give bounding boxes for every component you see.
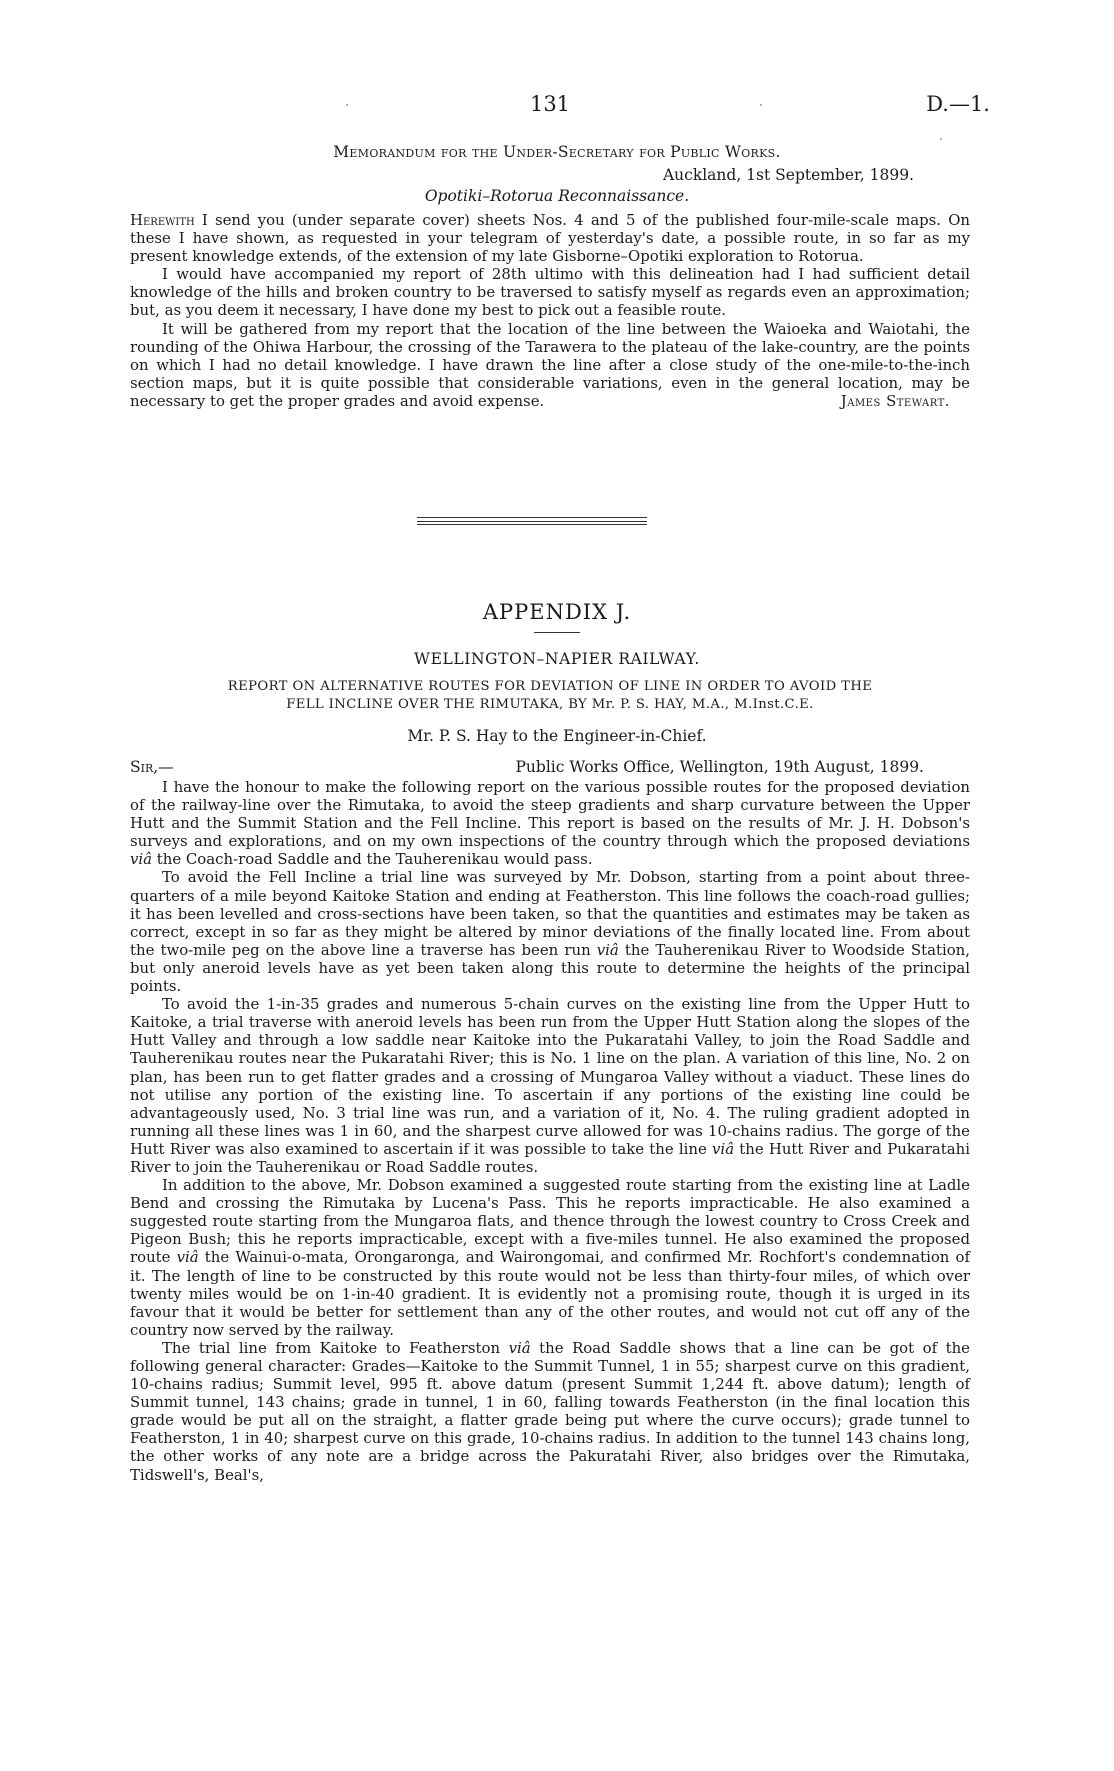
report-title-line: REPORT ON ALTERNATIVE ROUTES FOR DEVIATION OF LINE IN ORDER TO AVOID THE [227, 679, 873, 694]
memorandum-place-date: Auckland, 1st September, 1899. [662, 166, 914, 184]
report-paragraph [130, 1176, 970, 1339]
report-text: I have the honour to make the following report on the various possible routes for the proposed deviation of the railway-line over the Rimutaka, to avoid the steep gradients and sharp curvature between the Upper Hutt and the Summit Station and the Fell Incline. This report is based on the results of Mr. J. H. Dobson's surveys and explorations, and on my own inspections of the country through which the proposed deviations [130, 778, 970, 851]
memorandum-heading: Memorandum for the Under-Secretary for Public Works. [333, 143, 781, 161]
report-text: the Coach-road Saddle and the Tauherenikau would pass. [152, 850, 593, 869]
salutation: Sir,— [130, 758, 174, 776]
report-text: the Wainui-o-mata, Orongaronga, and Wairongomai, and confirmed Mr. Rochfort's condemnation of it. The length of line to be constructed by this route would not be less than thirty-four miles, of which over twenty miles would be on 1-in-40 gradient. It is evidently not a promising route, though it is urged in its favour that it would be better for settlement than any of the other routes, and would not cut off any of the country now served by the railway. [130, 1248, 971, 1339]
letter-heading: Mr. P. S. Hay to the Engineer-in-Chief. [407, 727, 707, 745]
report-paragraph [130, 778, 970, 868]
report-text: The trial line from Kaitoke to Featherston [162, 1338, 509, 1357]
italic-via: viâ [508, 1338, 531, 1357]
italic-via: viâ [712, 1139, 735, 1158]
memorandum-paragraph-text: It will be gathered from my report that the location of the line between the Waioeka and Waiotahi, the rounding of the Ohiwa Harbour, the crossing of the Tarawera to the plateau of the lake-country, are the points on which I had no detail knowledge. I have drawn the line after a close study of the one-mile-to-the-inch section maps, but it is quite possible that considerable variations, even in the general location, may be necessary to get the proper grades and avoid expense. [130, 319, 970, 410]
divider-rule [417, 517, 647, 518]
speck [760, 104, 762, 106]
report-paragraph [130, 995, 970, 1176]
memorandum-paragraph [130, 211, 970, 265]
page-number: 131 [529, 92, 571, 116]
report-paragraph [130, 868, 970, 995]
signature: James Stewart. [840, 391, 950, 410]
report-title [130, 678, 970, 714]
report-body [130, 778, 970, 1484]
memorandum-paragraph: I would have accompanied my report of 28th ultimo with this delineation had I had sufficient detail knowledge of the hills and broken country to be traversed to satisfy myself as regards even an approximation; but, as you deem it necessary, I have done my best to pick out a feasible route. [130, 265, 970, 320]
memorandum-paragraph [130, 320, 970, 410]
title-underline [534, 632, 580, 633]
report-title-line: FELL INCLINE OVER THE RIMUTAKA, BY Mr. P. S. HAY, M.A., M.Inst.C.E. [286, 697, 814, 712]
report-paragraph [130, 1339, 970, 1484]
report-text: To avoid the Fell Incline a trial line was surveyed by Mr. Dobson, starting from a point about three-quarters of a mile beyond Kaitoke Station and ending at Featherston. This line follows the coach-road gullies; it has been levelled and cross-sections have been taken, so that the quantities and estimates may be taken as correct, except in so far as they might be altered by minor deviations of the finally located line. From about the two-mile peg on the above line a traverse has been run [130, 868, 970, 959]
report-text: the Hutt River and Pukaratahi River to join the Tauherenikau or Road Saddle routes. [130, 1139, 971, 1176]
italic-via: viâ [176, 1248, 199, 1267]
report-text: In addition to the above, Mr. Dobson examined a suggested route starting from the existing line at Ladle Bend and crossing the Rimutaka by Lucena's Pass. This he reports impracticable. He also examined a suggested route starting from the Mungaroa flats, and thence through the lowest country to Cross Creek and Pigeon Bush; this he reports impracticable, except with a five-miles tunnel. He also examined the proposed route [130, 1176, 970, 1267]
railway-title: WELLINGTON–NAPIER RAILWAY. [414, 650, 700, 668]
italic-via: viâ [596, 940, 619, 959]
divider-rule [417, 524, 647, 525]
memorandum-subject: Opotiki–Rotorua Reconnaissance. [424, 187, 690, 205]
memorandum-paragraph-text: I send you (under separate cover) sheets Nos. 4 and 5 of the published four-mile-scale maps. On these I have shown, as requested in your telegram of yesterday's date, a possible route, in so far as my present knowledge extends, of the extension of my late Gisborne–Opotiki exploration to Rotorua. [130, 211, 970, 266]
memorandum-body [130, 211, 970, 410]
report-text: the Tauherenikau River to Woodside Station, but only aneroid levels have as yet been taken along this route to determine the heights of the principal points. [130, 940, 970, 996]
speck [346, 104, 348, 106]
appendix-title: APPENDIX J. [482, 600, 632, 624]
document-reference: D.—1. [926, 92, 990, 116]
italic-via: viâ [130, 850, 153, 869]
divider-rule [417, 521, 647, 522]
letter-office-date: Public Works Office, Wellington, 19th August, 1899. [515, 758, 924, 776]
memorandum-lead-word: Herewith [130, 211, 195, 229]
report-text: To avoid the 1-in-35 grades and numerous 5-chain curves on the existing line from the Upper Hutt to Kaitoke, a trial traverse with aneroid levels has been run from the Upper Hutt Station along the slopes of the Hutt Valley and through a low saddle near Kaitoke into the Pukaratahi Valley, to join the Road Saddle and Tauherenikau routes near the Pukaratahi River; this is No. 1 line on the plan. A variation of this line, No. 2 on plan, has been run to get flatter grades and a crossing of Mungaroa Valley without a viaduct. These lines do not utilise any portion of the existing line. To ascertain if any portions of the existing line could be advantageously used, No. 3 trial line was run, and a variation of it, No. 4. The ruling gradient adopted in running all these lines was 1 in 60, and the sharpest curve allowed for was 10-chains radius. The gorge of the Hutt River was also examined to ascertain if it was possible to take the line [130, 995, 970, 1158]
speck [940, 138, 942, 140]
report-text: the Road Saddle shows that a line can be got of the following general character: Grades—Kaitoke to the Summit Tunnel, 1 in 55; sharpest curve on this gradient, 10-chains radius; Summit level, 995 ft. above datum (present Summit 1,244 ft. above datum); length of Summit tunnel, 143 chains; grade in tunnel, 1 in 60, falling towards Featherston (in the final location this grade would be put all on the straight, a flatter grade being put where the curve occurs); grade tunnel to Featherston, 1 in 40; sharpest curve on this grade, 10-chains radius. In addition to the tunnel 143 chains long, the other works of any note are a bridge across the Pakuratahi River, also bridges over the Rimutaka, Tidswell's, Beal's, [130, 1338, 970, 1484]
